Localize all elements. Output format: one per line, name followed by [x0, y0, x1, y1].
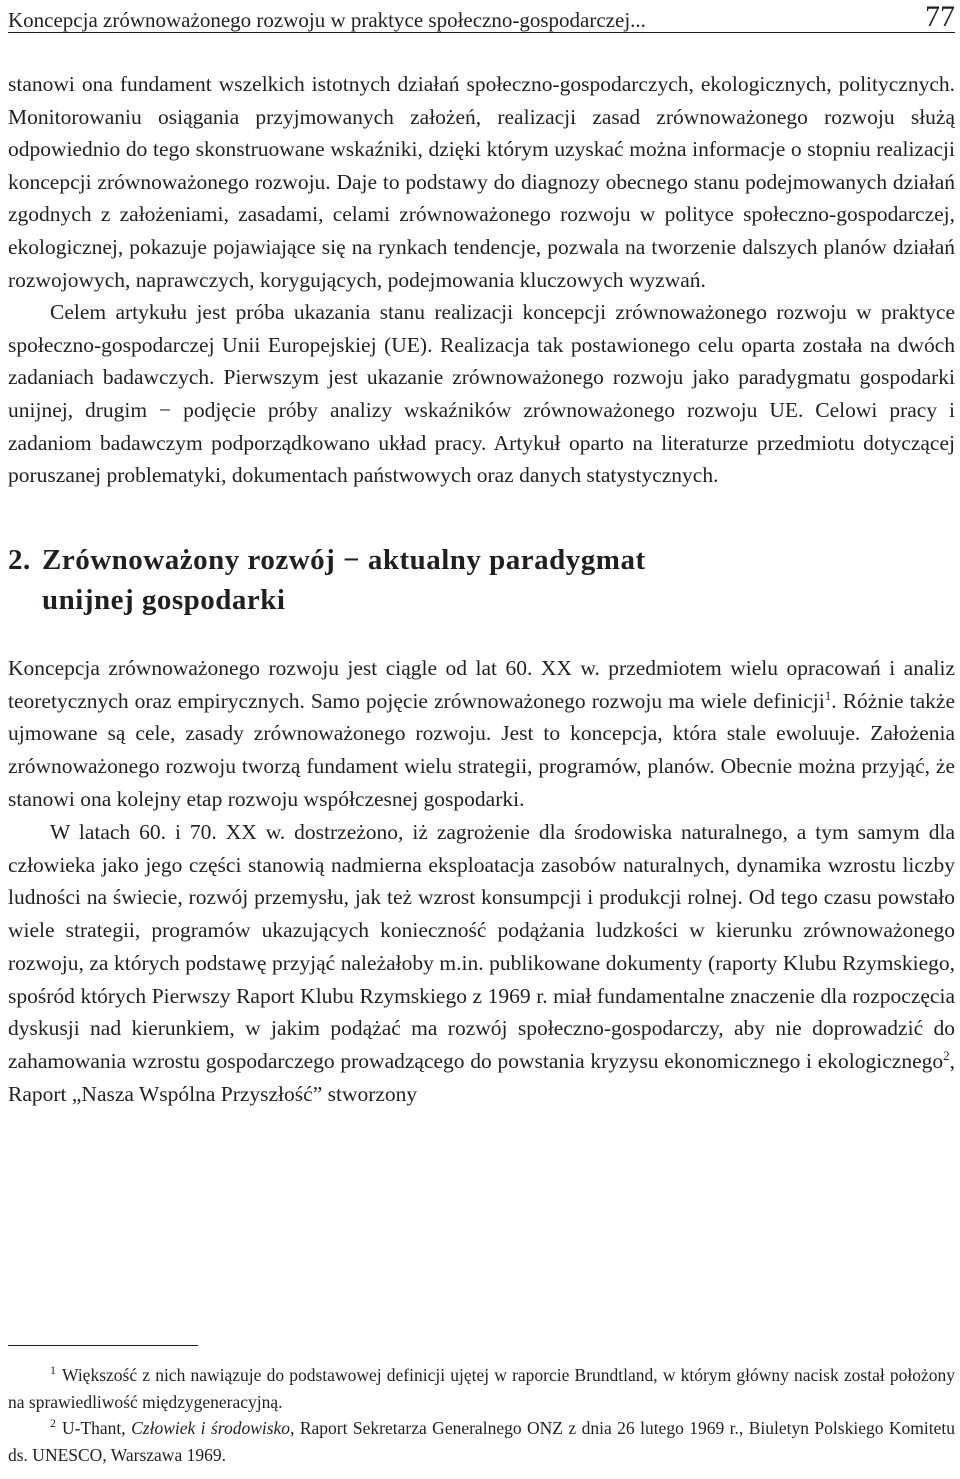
- footnote-mark: 1: [50, 1363, 56, 1378]
- paragraph-text: . Różnie także ujmowane są cele, zasady zrównoważonego rozwoju. Jest to koncepcja, która stale ewoluuje. Założenia zrównoważonego rozwoju tworzą fundament wielu strategii, programów, planów. Obecnie można przyjąć, że stanowi ona kolejny etap rozwoju współczesnej gospodarki.: [8, 688, 955, 811]
- footnote-separator: [8, 1345, 198, 1346]
- running-title: Koncepcja zrównoważonego rozwoju w praktyce społeczno-gospodarczej...: [8, 8, 646, 32]
- footnote-text: U-Thant,: [62, 1418, 132, 1438]
- intro-paragraph: stanowi ona fundament wszelkich istotnych działań społeczno-gospodarczych, ekologicznych, politycznych. Monitorowaniu osiągania przyjmowanych założeń, realizacji zasad zrównoważonego rozwoju służą odpowiednio do tego skonstruowane wskaźniki, dzięki którym uzyskać można informacje o stopniu realizacji koncepcji zrównoważonego rozwoju. Daje to podstawy do diagnozy obecnego stanu podejmowanych działań zgodnych z założeniami, zasadami, celami zrównoważonego rozwoju w polityce społeczno-gospodarczej, ekologicznej, pokazuje pojawiające się na rynkach tendencje, pozwala na tworzenie dalszych planów działań rozwojowych, naprawczych, korygujących, podejmowania kluczowych wyzwań.: [8, 72, 955, 292]
- intro-section: [8, 68, 955, 492]
- intro-paragraph: Celem artykułu jest próba ukazania stanu realizacji koncepcji zrównoważonego rozwoju w praktyce społeczno-gospodarczej Unii Europejskiej (UE). Realizacja tak postawionego celu oparta została na dwóch zadaniach badawczych. Pierwszym jest ukazanie zrównoważonego rozwoju jako paradygmatu gospodarki unijnej, drugim − podjęcie próby analizy wskaźników zrównoważonego rozwoju UE. Celowi pracy i zadaniom badawczym podporządkowano układ pracy. Artykuł oparto na literaturze przedmiotu dotyczącej poruszanej problematyki, dokumentach państwowych oraz danych statystycznych.: [8, 300, 955, 488]
- paragraph-text: W latach 60. i 70. XX w. dostrzeżono, iż zagrożenie dla środowiska naturalnego, a tym samym dla człowieka jako jego części stanowią nadmierna eksploatacja zasobów naturalnych, dynamika wzrostu liczby ludności na świecie, rozwój przemysłu, jak też wzrost konsumpcji i produkcji rolnej. Od tego czasu powstało wiele strategii, programów ukazujących konieczność podążania ludzkości w kierunku zrównoważonego rozwoju, za których podstawę przyjąć należałoby m.in. publikowane dokumenty (raporty Klubu Rzymskiego, spośród których Pierwszy Raport Klubu Rzymskiego z 1969 r. miał fundamentalne znaczenie dla rozpoczęcia dyskusji nad kierunkiem, w jakim podążać ma rozwój społeczno-gospodarczy, aby nie doprowadzić do zahamowania wzrostu gospodarczego prowadzącego do powstania kryzysu ekonomicznego i ekologicznego: [8, 819, 955, 1074]
- paragraph-text: Koncepcja zrównoważonego rozwoju jest ciągle od lat 60. XX w. przedmiotem wielu opracowań i analiz teoretycznych oraz empirycznych. Samo pojęcie zrównoważonego rozwoju ma wiele definicji: [8, 655, 955, 713]
- page-number: 77: [925, 0, 955, 33]
- section-paragraph: [8, 816, 955, 1111]
- paragraph-text: , Raport „Nasza Wspólna Przyszłość” stworzony: [8, 1049, 955, 1107]
- footnotes: [8, 1362, 955, 1468]
- footnote-item: [8, 1415, 955, 1468]
- section-heading: [8, 540, 955, 620]
- section-number: 2.: [8, 543, 31, 576]
- section-paragraph: [8, 652, 955, 816]
- document-page: [8, 0, 955, 1465]
- footnote-mark: 2: [50, 1416, 56, 1431]
- section-title-line-2: unijnej gospodarki: [42, 583, 286, 616]
- footnote-ref[interactable]: 2: [943, 1048, 950, 1064]
- section-title-line-1: Zrównoważony rozwój − aktualny paradygmat: [42, 543, 646, 576]
- footnote-text: Większość z nich nawiązuje do podstawowej definicji ujętej w raporcie Brundtland, w którym główny nacisk został położony na sprawiedliwość międzygeneracyjną.: [8, 1365, 955, 1412]
- footnote-item: [8, 1362, 955, 1415]
- section-body: [8, 652, 955, 1111]
- footnote-cited-title: Człowiek i środowisko: [131, 1418, 291, 1438]
- running-header: [8, 0, 955, 33]
- footnote-ref[interactable]: 1: [824, 687, 832, 703]
- footnote-text: , Raport Sekretarza Generalnego ONZ z dnia 26 lutego 1969 r., Biuletyn Polskiego Komitetu ds. UNESCO, Warszawa 1969.: [8, 1418, 955, 1465]
